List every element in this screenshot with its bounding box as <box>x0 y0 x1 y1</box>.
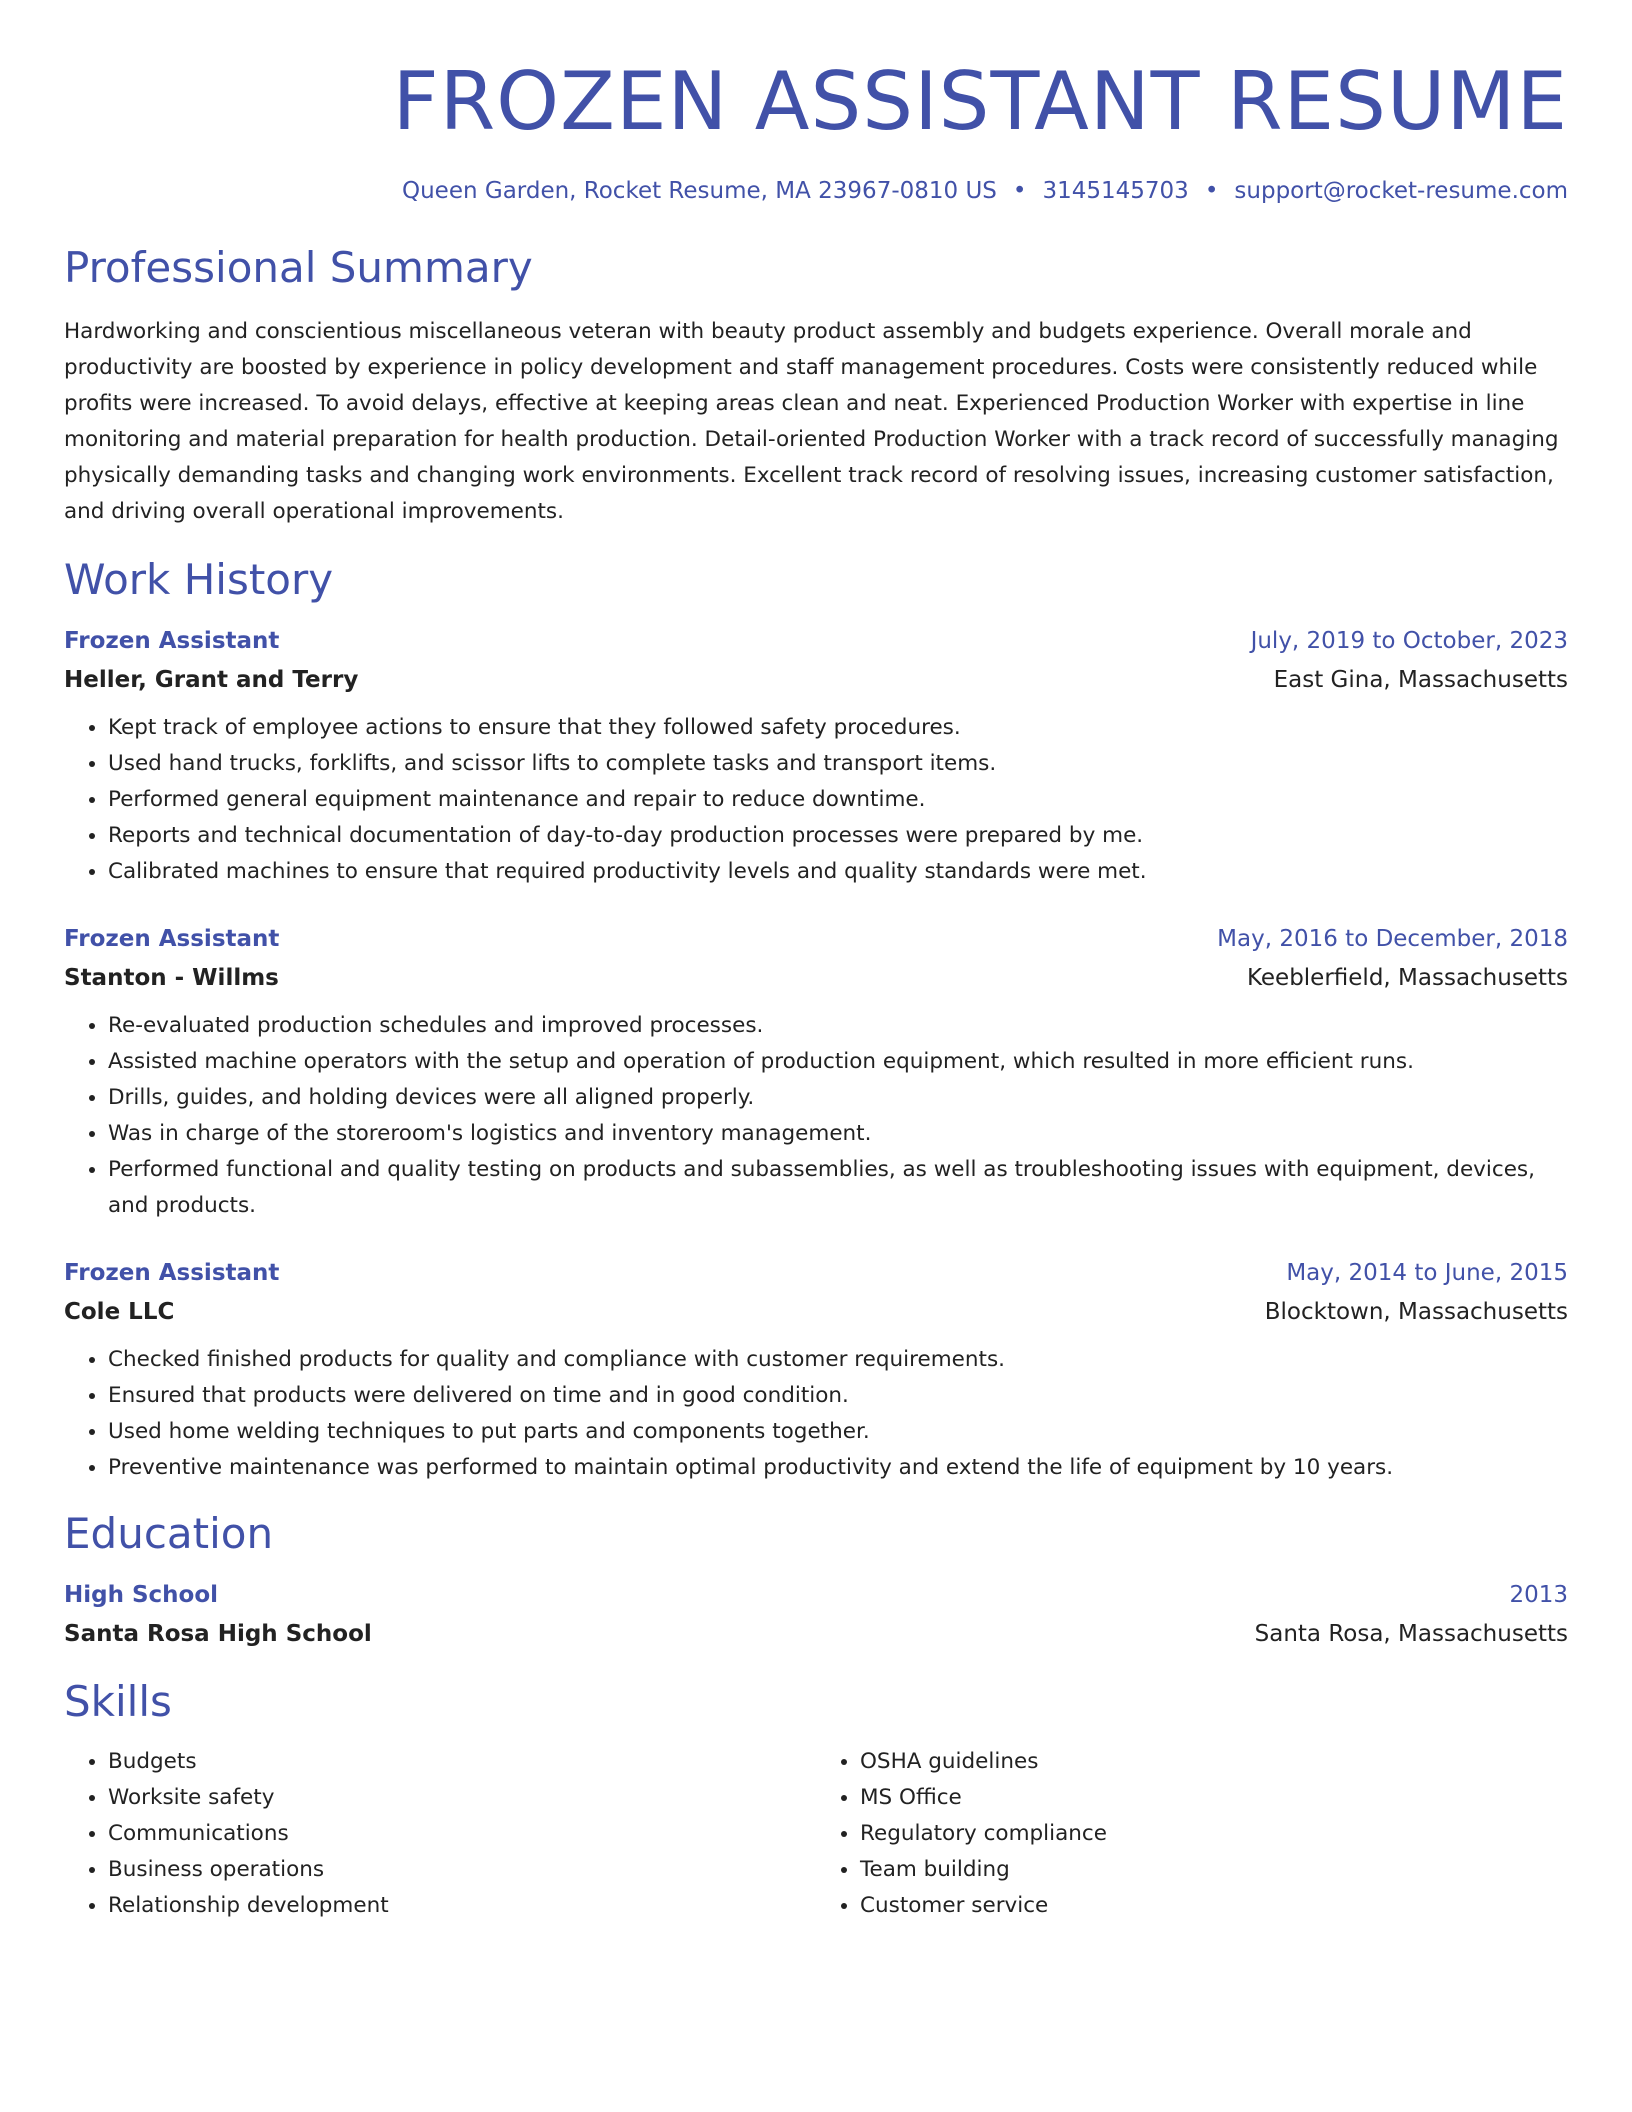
job-bullets <box>64 710 1568 890</box>
resume-title: FROZEN ASSISTANT RESUME <box>392 55 1568 148</box>
education-school: Santa Rosa High School <box>64 1621 372 1647</box>
job-bullet: • Drills, guides, and holding devices were all aligned properly. <box>108 1080 1568 1116</box>
job-title: Frozen Assistant <box>64 1260 280 1286</box>
skill-item: • Communications <box>108 1816 816 1852</box>
job-bullet: • Reports and technical documentation of day-to-day production processes were prepared by me. <box>108 818 1568 854</box>
job-bullet: • Performed functional and quality testing on products and subassemblies, as well as troubleshooting issues with equipment, devices, and products. <box>108 1152 1568 1224</box>
skills-heading: Skills <box>64 1677 172 1726</box>
job-bullet: • Calibrated machines to ensure that required productivity levels and quality standards were met. <box>108 854 1568 890</box>
skill-item: • OSHA guidelines <box>860 1744 1568 1780</box>
job-entry <box>64 1254 1568 1486</box>
job-entry <box>64 920 1568 1224</box>
job-company: Heller, Grant and Terry <box>64 667 359 693</box>
job-bullet: • Performed general equipment maintenance and repair to reduce downtime. <box>108 782 1568 818</box>
summary-text: Hardworking and conscientious miscellaneous veteran with beauty product assembly and budgets experience. Overall morale and productivity are boosted by experience in policy development and staff management procedures. Costs were consistently reduced while profits were increased. To avoid delays, effective at keeping areas clean and neat. Experienced Production Worker with expertise in line monitoring and material preparation for health production. Detail-oriented Production Worker with a track record of successfully managing physically demanding tasks and changing work environments. Excellent track record of resolving issues, increasing customer satisfaction, and driving overall operational improvements. <box>64 319 1559 524</box>
skill-item: • Budgets <box>108 1744 816 1780</box>
job-title: Frozen Assistant <box>64 926 280 952</box>
skill-item: • Worksite safety <box>108 1780 816 1816</box>
job-dates: July, 2019 to October, 2023 <box>1250 628 1568 654</box>
job-bullet: • Used home welding techniques to put parts and components together. <box>108 1414 1568 1450</box>
job-bullet: • Used hand trucks, forklifts, and scissor lifts to complete tasks and transport items. <box>108 746 1568 782</box>
contact-phone: 3145145703 <box>1042 178 1189 204</box>
job-bullet: • Ensured that products were delivered on time and in good condition. <box>108 1378 1568 1414</box>
job-location: Keeblerfield, Massachusetts <box>1246 965 1568 991</box>
job-bullet: • Re-evaluated production schedules and improved processes. <box>108 1008 1568 1044</box>
contact-line <box>64 176 1568 206</box>
job-location: Blocktown, Massachusetts <box>1264 1299 1568 1325</box>
job-bullet: • Checked finished products for quality and compliance with customer requirements. <box>108 1342 1568 1378</box>
job-bullet: • Preventive maintenance was performed to maintain optimal productivity and extend the life of equipment by 10 years. <box>108 1450 1568 1486</box>
job-company: Stanton - Willms <box>64 965 279 991</box>
skill-item: • Customer service <box>860 1888 1568 1924</box>
contact-email: support@rocket-resume.com <box>1234 178 1568 204</box>
skill-item: • Team building <box>860 1852 1568 1888</box>
education-location: Santa Rosa, Massachusetts <box>1254 1621 1568 1647</box>
job-bullets <box>64 1342 1568 1486</box>
skill-item: • Business operations <box>108 1852 816 1888</box>
job-company: Cole LLC <box>64 1299 175 1325</box>
job-dates: May, 2016 to December, 2018 <box>1217 926 1568 952</box>
contact-address: Queen Garden, Rocket Resume, MA 23967-0810 US <box>402 178 997 204</box>
skill-item: • Relationship development <box>108 1888 816 1924</box>
contact-separator: • <box>1204 178 1219 204</box>
skill-item: • Regulatory compliance <box>860 1816 1568 1852</box>
skills-column-left <box>64 1744 816 1924</box>
education-heading: Education <box>64 1509 274 1558</box>
job-dates: May, 2014 to June, 2015 <box>1286 1260 1568 1286</box>
job-bullets <box>64 1008 1568 1224</box>
job-bullet: • Kept track of employee actions to ensure that they followed safety procedures. <box>108 710 1568 746</box>
education-entry <box>64 1576 1568 1654</box>
work-history-heading: Work History <box>64 555 334 604</box>
job-title: Frozen Assistant <box>64 628 280 654</box>
contact-separator: • <box>1012 178 1027 204</box>
job-bullet: • Assisted machine operators with the setup and operation of production equipment, which resulted in more efficient runs. <box>108 1044 1568 1080</box>
job-bullet: • Was in charge of the storeroom's logistics and inventory management. <box>108 1116 1568 1152</box>
education-year: 2013 <box>1509 1582 1568 1608</box>
job-entry <box>64 622 1568 890</box>
job-location: East Gina, Massachusetts <box>1273 667 1568 693</box>
skills-column-right <box>816 1744 1568 1924</box>
education-degree: High School <box>64 1582 219 1608</box>
summary-heading: Professional Summary <box>64 243 533 292</box>
skills-list <box>64 1730 1568 1924</box>
skill-item: • MS Office <box>860 1780 1568 1816</box>
